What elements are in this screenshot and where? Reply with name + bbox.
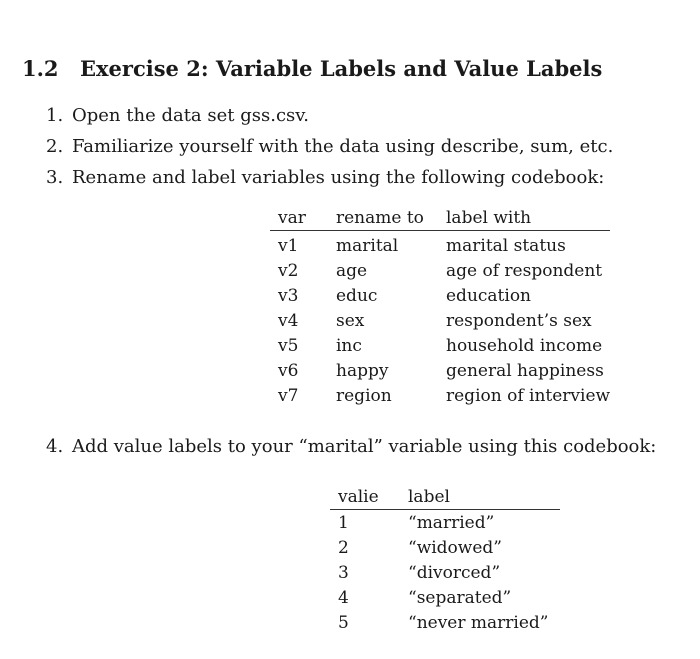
table-row bbox=[270, 383, 610, 408]
step-number: 3. bbox=[46, 167, 64, 188]
table-cell: marital status bbox=[446, 235, 566, 256]
column-header: rename to bbox=[336, 205, 446, 231]
table-row bbox=[270, 231, 610, 259]
table-row bbox=[330, 510, 560, 536]
table-cell: region bbox=[336, 385, 392, 406]
column-header: valie bbox=[330, 484, 408, 510]
table-cell: “married” bbox=[408, 512, 495, 533]
table-cell: educ bbox=[336, 285, 378, 306]
step-number: 2. bbox=[46, 136, 64, 157]
table-cell: respondent’s sex bbox=[446, 310, 592, 331]
section-number: 1.2 bbox=[22, 56, 59, 81]
step-text: Add value labels to your “marital” variable using this codebook: bbox=[72, 436, 657, 457]
table-row bbox=[330, 560, 560, 585]
list-item bbox=[46, 100, 613, 131]
column-header: label bbox=[408, 484, 560, 510]
table-cell: “never married” bbox=[408, 612, 549, 633]
table-cell: 5 bbox=[338, 612, 349, 633]
table-cell: v7 bbox=[278, 385, 299, 406]
column-header: label with bbox=[446, 205, 610, 231]
table-row bbox=[330, 535, 560, 560]
table-cell: 3 bbox=[338, 562, 349, 583]
table-header-row bbox=[270, 205, 610, 231]
list-item bbox=[46, 131, 613, 162]
table-cell: marital bbox=[336, 235, 399, 256]
step-text: Open the data set gss.csv. bbox=[72, 105, 310, 126]
column-header: var bbox=[270, 205, 336, 231]
list-item bbox=[46, 162, 613, 193]
table-cell: sex bbox=[336, 310, 365, 331]
table-row bbox=[270, 258, 610, 283]
table-row bbox=[330, 585, 560, 610]
table-cell: 4 bbox=[338, 587, 349, 608]
variable-codebook-table bbox=[270, 205, 610, 408]
table-cell: education bbox=[446, 285, 531, 306]
table-row bbox=[270, 308, 610, 333]
value-label-codebook-table bbox=[330, 484, 560, 635]
table-cell: v1 bbox=[278, 235, 299, 256]
table-row bbox=[330, 610, 560, 635]
table-cell: v3 bbox=[278, 285, 299, 306]
step-number: 4. bbox=[46, 436, 64, 457]
table-cell: “widowed” bbox=[408, 537, 502, 558]
table-cell: household income bbox=[446, 335, 603, 356]
table-cell: “divorced” bbox=[408, 562, 501, 583]
table-cell: v4 bbox=[278, 310, 299, 331]
table-cell: “separated” bbox=[408, 587, 512, 608]
step-number: 1. bbox=[46, 105, 64, 126]
table-cell: age of respondent bbox=[446, 260, 603, 281]
table-row bbox=[270, 358, 610, 383]
table-cell: inc bbox=[336, 335, 362, 356]
table-cell: age bbox=[336, 260, 368, 281]
steps-list bbox=[46, 100, 613, 193]
table-header-row bbox=[330, 484, 560, 510]
table-row bbox=[270, 333, 610, 358]
section-heading bbox=[22, 56, 602, 81]
table-cell: region of interview bbox=[446, 385, 611, 406]
table-row bbox=[270, 283, 610, 308]
table-cell: happy bbox=[336, 360, 389, 381]
step-text: Rename and label variables using the following codebook: bbox=[72, 167, 605, 188]
table-cell: v5 bbox=[278, 335, 299, 356]
table-cell: v2 bbox=[278, 260, 299, 281]
section-title: Exercise 2: Variable Labels and Value Labels bbox=[80, 56, 603, 81]
table-cell: 1 bbox=[338, 512, 349, 533]
table-cell: v6 bbox=[278, 360, 299, 381]
table-cell: general happiness bbox=[446, 360, 604, 381]
step-text: Familiarize yourself with the data using describe, sum, etc. bbox=[72, 136, 614, 157]
table-cell: 2 bbox=[338, 537, 349, 558]
list-item bbox=[46, 436, 656, 457]
